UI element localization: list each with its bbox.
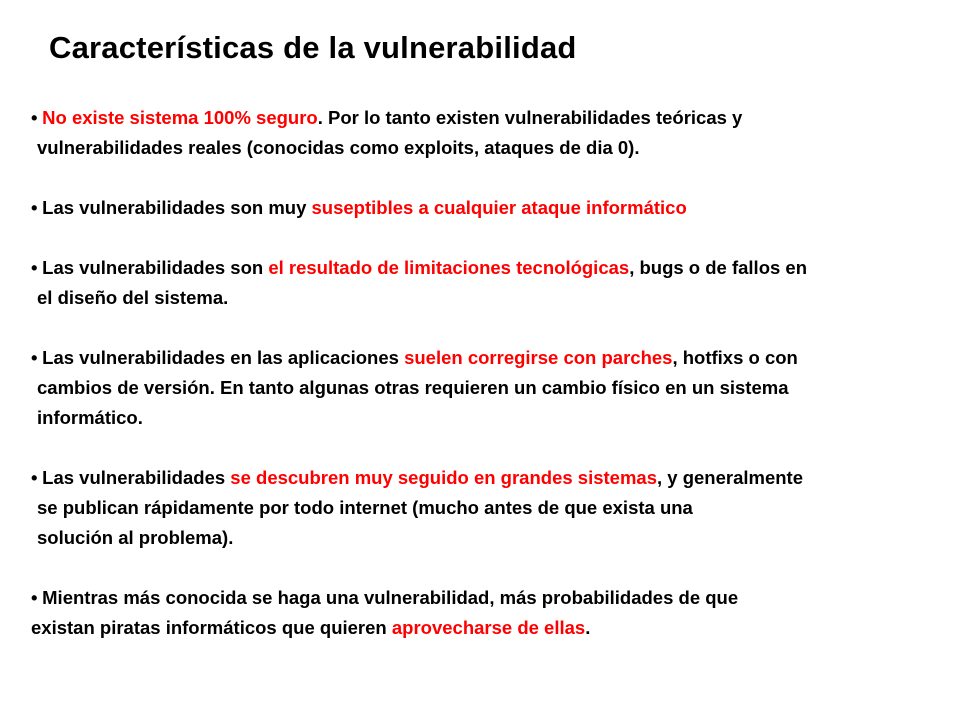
bullet-line: [37, 103, 931, 133]
bullet-item-3: [31, 253, 931, 313]
bullet-icon: •: [31, 197, 38, 218]
bullet-icon: •: [31, 107, 38, 128]
text: Las vulnerabilidades son: [42, 257, 269, 278]
highlighted-text: suelen corregirse con parches: [404, 347, 673, 368]
text: Las vulnerabilidades son muy: [42, 197, 312, 218]
text: Las vulnerabilidades en las aplicaciones: [42, 347, 405, 368]
highlighted-text: No existe sistema 100% seguro: [42, 107, 318, 128]
bullet-item-1: [31, 103, 931, 163]
text: , y generalmente: [656, 467, 803, 488]
bullet-icon: •: [31, 587, 38, 608]
bullet-icon: •: [31, 467, 38, 488]
text: , hotfixs o con: [672, 347, 798, 368]
bullet-line: [31, 613, 931, 643]
highlighted-text: se descubren muy seguido en grandes sistemas: [230, 467, 657, 488]
bullet-item-4: [31, 343, 931, 433]
bullet-line: vulnerabilidades reales (conocidas como exploits, ataques de dia 0).: [37, 137, 640, 158]
bullet-line: solución al problema).: [37, 527, 234, 548]
bullet-line: se publican rápidamente por todo internet (mucho antes de que exista una: [37, 497, 693, 518]
bullet-item-2: [31, 193, 931, 223]
bullet-line: [37, 343, 931, 373]
bullet-line: informático.: [37, 407, 143, 428]
text: Mientras más conocida se haga una vulnerabilidad, más probabilidades de que: [42, 587, 739, 608]
bullet-icon: •: [31, 347, 38, 368]
bullet-line: el diseño del sistema.: [37, 287, 229, 308]
text: existan piratas informáticos que quieren: [31, 617, 392, 638]
bullet-line: [37, 583, 931, 613]
text: , bugs o de fallos en: [629, 257, 808, 278]
bullet-line: [37, 253, 931, 283]
bullet-icon: •: [31, 257, 38, 278]
bullet-line: cambios de versión. En tanto algunas otras requieren un cambio físico en un sistema: [37, 377, 789, 398]
bullet-list: [31, 103, 931, 643]
bullet-line: [37, 193, 931, 223]
bullet-line: [37, 463, 931, 493]
highlighted-text: aprovecharse de ellas: [391, 617, 586, 638]
highlighted-text: suseptibles a cualquier ataque informático: [311, 197, 687, 218]
text: Las vulnerabilidades: [42, 467, 231, 488]
highlighted-text: el resultado de limitaciones tecnológicas: [268, 257, 630, 278]
text: . Por lo tanto existen vulnerabilidades teóricas y: [317, 107, 743, 128]
bullet-item-6: [31, 583, 931, 643]
slide-title: Características de la vulnerabilidad: [49, 30, 577, 65]
bullet-item-5: [31, 463, 931, 553]
text: .: [585, 617, 591, 638]
